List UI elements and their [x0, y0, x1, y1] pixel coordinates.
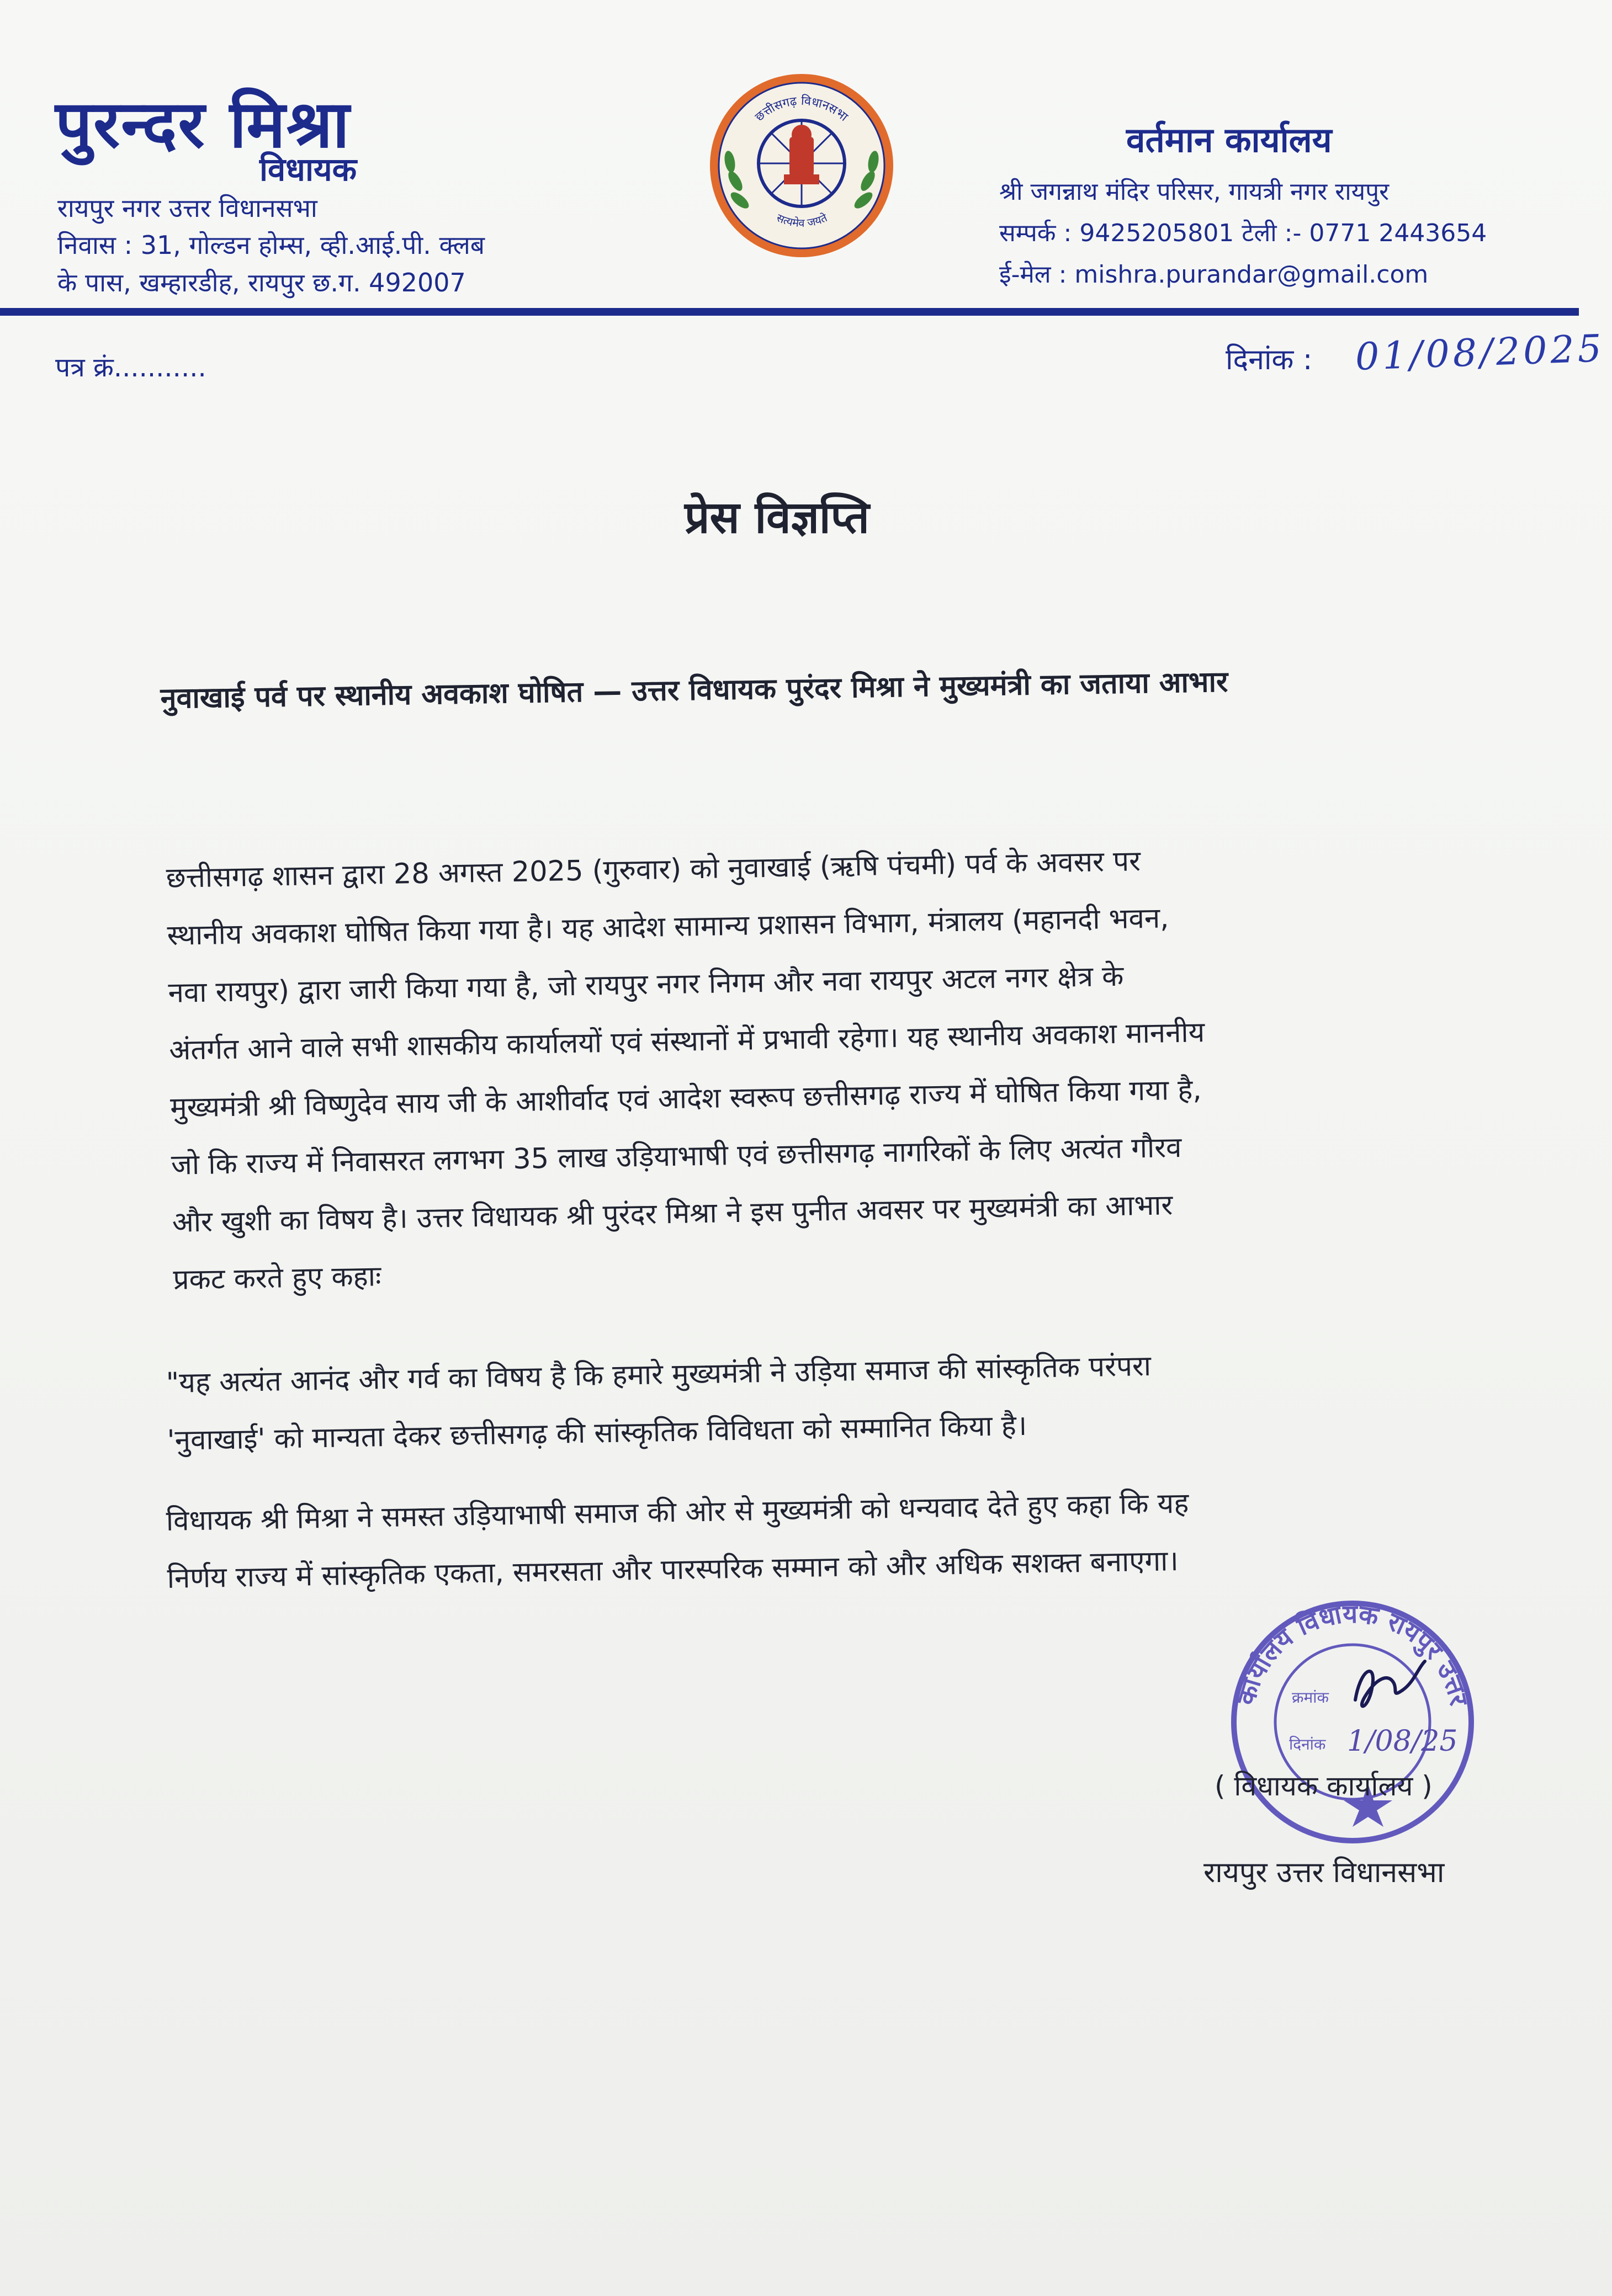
stamp-date-value: 1/08/25: [1347, 1725, 1458, 1758]
quote-line: "यह अत्यंत आनंद और गर्व का विषय है कि हमारे मुख्यमंत्री ने उड़िया समाज की सांस्कृतिक परंपरा: [166, 1349, 1152, 1400]
signature-mark: [1355, 1661, 1425, 1706]
letter-reference: पत्र क्रं...........: [55, 352, 206, 383]
stamp-received-label: क्रमांक: [1292, 1688, 1329, 1707]
mla-name: पुरन्दर मिश्रा: [55, 86, 351, 162]
office-address: श्री जगन्नाथ मंदिर परिसर, गायत्री नगर रायपुर: [999, 178, 1390, 206]
paragraph-line: प्रकट करते हुए कहाः: [173, 1260, 381, 1296]
residence-line-2: के पास, खम्हारडीह, रायपुर छ.ग. 492007: [57, 268, 466, 297]
paragraph-quote: [166, 1332, 1492, 1470]
paragraph-line: विधायक श्री मिश्रा ने समस्त उड़ियाभाषी समाज की ओर से मुख्यमंत्री को धन्यवाद देते हुए कहा कि यह: [166, 1487, 1189, 1538]
emblem-bottom-text: सत्यमेव जयते: [775, 211, 829, 230]
stamp-date-label: दिनांक: [1289, 1735, 1326, 1753]
signatory-office: ( विधायक कार्यालय ): [1215, 1770, 1433, 1802]
paragraph-line: अंतर्गत आने वाले सभी शासकीय कार्यालयों एवं संस्थानों में प्रभावी रहेगा। यह स्थानीय अवकाश माननीय: [168, 1016, 1205, 1067]
paragraph-line: और खुशी का विषय है। उत्तर विधायक श्री पुरंदर मिश्रा ने इस पुनीत अवसर पर मुख्यमंत्री का आभार: [172, 1189, 1173, 1239]
paragraph-announcement: [166, 827, 1498, 1309]
paragraph-line: जो कि राज्य में निवासरत लगभग 35 लाख उड़ियाभाषी एवं छत्तीसगढ़ नागरिकों के लिए अत्यंत गौरव: [171, 1131, 1182, 1182]
vidhansabha-emblem: [707, 71, 897, 261]
date-label: दिनांक :: [1226, 343, 1313, 376]
office-stamp: [1215, 1584, 1491, 1843]
residence-line-1: निवास : 31, गोल्डन होम्स, व्ही.आई.पी. क्लब: [57, 230, 485, 260]
paragraph-line: मुख्यमंत्री श्री विष्णुदेव साय जी के आशीर्वाद एवं आदेश स्वरूप छत्तीसगढ़ राज्य में घोषित किया गया है,: [169, 1073, 1202, 1124]
paragraph-line: स्थानीय अवकाश घोषित किया गया है। यह आदेश सामान्य प्रशासन विभाग, मंत्रालय (महानदी भवन,: [167, 902, 1169, 952]
paragraph-line: नवा रायपुर) द्वारा जारी किया गया है, जो रायपुर नगर निगम और नवा रायपुर अटल नगर क्षेत्र के: [168, 960, 1124, 1009]
stamp-ring-text: कार्यालय विधायक रायपुर उत्तर: [1231, 1598, 1475, 1709]
press-release-title: प्रेस विज्ञप्ति: [685, 492, 869, 543]
paragraph-line: निर्णय राज्य में सांस्कृतिक एकता, समरसता और पारस्परिक सम्मान को और अधिक सशक्त बनाएगा।: [167, 1545, 1179, 1595]
press-release-headline: नुवाखाई पर्व पर स्थानीय अवकाश घोषित — उत्तर विधायक पुरंदर मिश्रा ने मुख्यमंत्री का जताया आभार: [160, 665, 1228, 715]
constituency-line: रायपुर नगर उत्तर विधानसभा: [57, 193, 317, 223]
email-line: ई-मेल : mishra.purandar@gmail.com: [999, 261, 1429, 289]
paragraph-line: छत्तीसगढ़ शासन द्वारा 28 अगस्त 2025 (गुरुवार) को नुवाखाई (ऋषि पंचमी) पर्व के अवसर पर: [166, 845, 1141, 895]
office-heading: वर्तमान कार्यालय: [1126, 120, 1332, 160]
contact-numbers: सम्पर्क : 9425205801 टेली :- 0771 2443654: [999, 219, 1487, 247]
quote-line: 'नुवाखाई' को मान्यता देकर छत्तीसगढ़ की सांस्कृतिक विविधता को सम्मानित किया है।: [167, 1409, 1027, 1457]
emblem-top-text: छत्तीसगढ़ विधानसभा: [752, 94, 851, 125]
mla-designation: विधायक: [259, 151, 357, 188]
signatory-constituency: रायपुर उत्तर विधानसभा: [1203, 1856, 1445, 1889]
header-divider: [0, 308, 1579, 316]
handwritten-date: 01/08/2025: [1354, 327, 1606, 379]
